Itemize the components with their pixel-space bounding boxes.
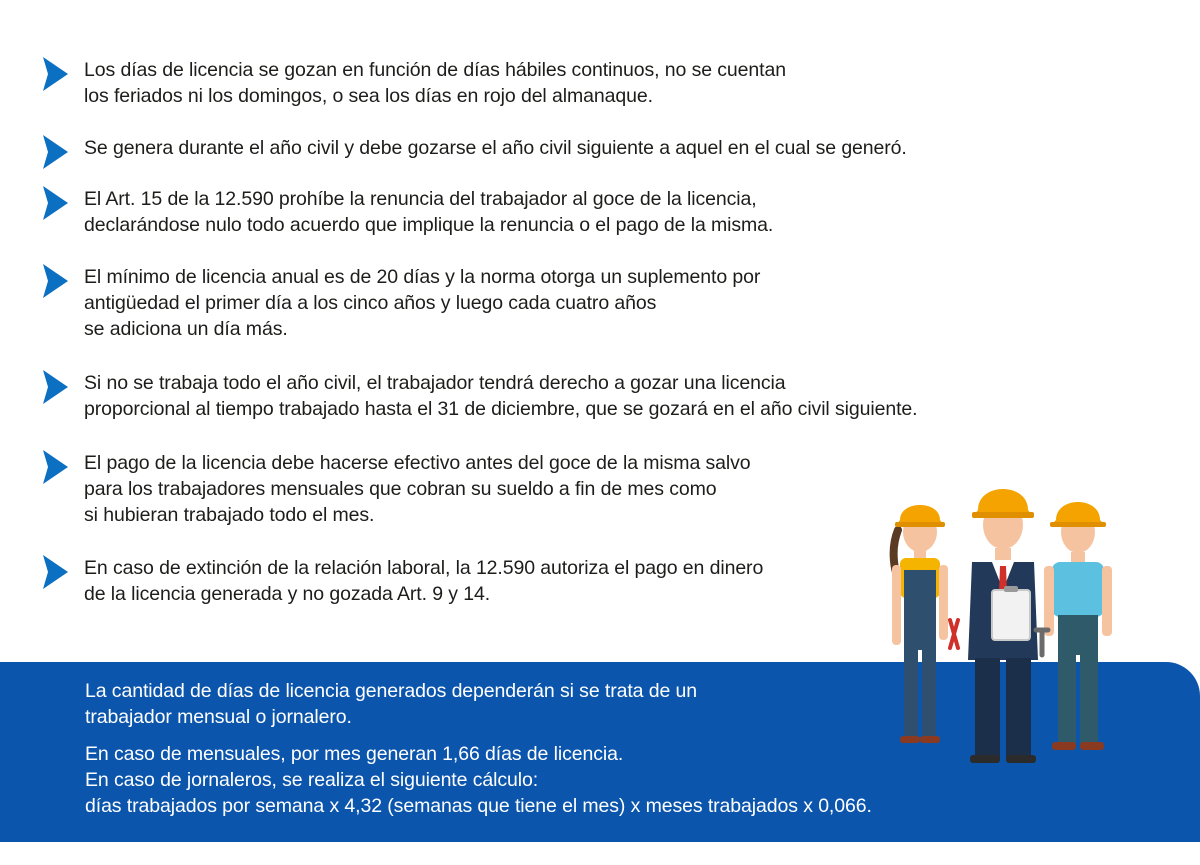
- bullet-text-line: Si no se trabaja todo el año civil, el trabajador tendrá derecho a gozar una licencia: [84, 372, 786, 394]
- panel-text-line: En caso de mensuales, por mes generan 1,66 días de licencia.: [85, 743, 624, 765]
- construction-workers-illustration: [880, 470, 1130, 770]
- arrow-right-icon: [40, 450, 70, 484]
- bullet-text-line: Se genera durante el año civil y debe gozarse el año civil siguiente a aquel en el cual se generó.: [84, 137, 907, 159]
- bullet-text-line: se adiciona un día más.: [84, 318, 288, 340]
- bullet-text-line: declarándose nulo todo acuerdo que implique la renuncia o el pago de la misma.: [84, 214, 774, 236]
- panel-bottom-margin: [0, 842, 1200, 865]
- bullet-text-line: El Art. 15 de la 12.590 prohíbe la renuncia del trabajador al goce de la licencia,: [84, 188, 757, 210]
- arrow-right-icon: [40, 135, 70, 169]
- panel-text-line: días trabajados por semana x 4,32 (semanas que tiene el mes) x meses trabajados x 0,066.: [85, 795, 872, 817]
- panel-text-line: La cantidad de días de licencia generados dependerán si se trata de un: [85, 680, 698, 702]
- bullet-text-line: de la licencia generada y no gozada Art. 9 y 14.: [84, 583, 491, 605]
- bullet-text-line: antigüedad el primer día a los cinco años y luego cada cuatro años: [84, 292, 657, 314]
- bullet-text-line: para los trabajadores mensuales que cobran su sueldo a fin de mes como: [84, 478, 717, 500]
- bullet-text-line: proporcional al tiempo trabajado hasta el 31 de diciembre, que se gozará en el año civil siguiente.: [84, 398, 918, 420]
- worker-left: [892, 505, 958, 743]
- arrow-right-icon: [40, 555, 70, 589]
- worker-right: [1036, 502, 1112, 750]
- bullet-text-line: El mínimo de licencia anual es de 20 días y la norma otorga un suplemento por: [84, 266, 761, 288]
- panel-text-line: trabajador mensual o jornalero.: [85, 706, 352, 728]
- arrow-right-icon: [40, 57, 70, 91]
- panel-text-line: En caso de jornaleros, se realiza el siguiente cálculo:: [85, 769, 539, 791]
- panel-paragraph: [85, 678, 697, 730]
- bullet-text-line: los feriados ni los domingos, o sea los días en rojo del almanaque.: [84, 85, 653, 107]
- arrow-right-icon: [40, 186, 70, 220]
- bullet-text-line: Los días de licencia se gozan en función de días hábiles continuos, no se cuentan: [84, 59, 786, 81]
- bullet-text-line: si hubieran trabajado todo el mes.: [84, 504, 375, 526]
- arrow-right-icon: [40, 370, 70, 404]
- arrow-right-icon: [40, 264, 70, 298]
- bullet-text-line: En caso de extinción de la relación laboral, la 12.590 autoriza el pago en dinero: [84, 557, 764, 579]
- bullet-text-line: El pago de la licencia debe hacerse efectivo antes del goce de la misma salvo: [84, 452, 751, 474]
- panel-paragraph: [85, 741, 872, 819]
- worker-middle: [968, 489, 1038, 763]
